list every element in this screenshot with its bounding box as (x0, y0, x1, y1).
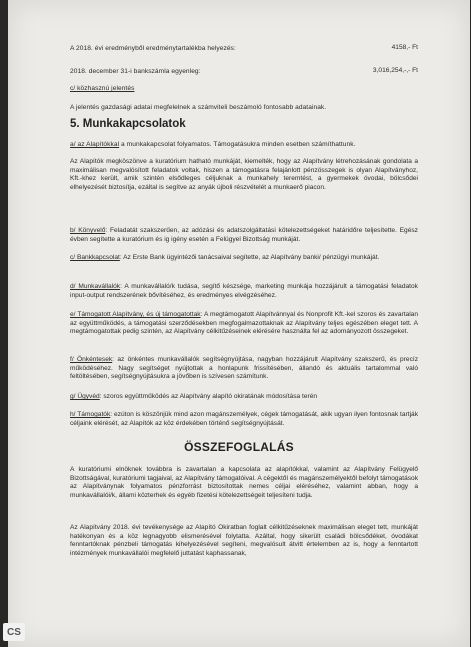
intro-paragraph: A jelentés gazdasági adatai megfelelnek a számviteli beszámoló fontosabb adatainak. (70, 104, 327, 111)
item-h-text: : ezúton is köszönjük mind azon magánszemélyek, cégek támogatását, akik ugyan ilyen fontosnak tartják céljaink elérését, az Alapítók az köz érdekében történő segítségnyújtását. (70, 411, 418, 427)
public-benefit-report-label: c/ közhasznú jelentés (70, 85, 135, 92)
item-b-text: : Feladatát szakszerűen, az adózási és adatszolgáltatási kötelezettségeket határidőre teljesítette. Egész évben segítette a kuratórium és ig igény esetén a Felügyel Bizottság munkáját. (70, 227, 418, 243)
row-reserve-amount: 4158,- Ft (391, 44, 418, 51)
item-f-text: : az önkéntes munkavállalók segítségnyújtása, nagyban hozzájárult Alapítvány szakszerű, és precíz működéséhez. Nagy segítséget nyújtottak a honlapunk frissítésében, állandó és aktuális tartalommal való feltöltésében, segítségnyújtásukra a jövőben is szívesen számítunk. (70, 356, 418, 381)
summary-paragraph-2: Az Alapítvány 2018. évi tevékenysége az Alapító Okiratban foglalt célkitűzéseknek maximálisan eleget tett, munkáját hatékonyan és a köz legnagyobb elismerésével folytatta. Azáltal, hogy sikerült családi bölcsődéket, óvodákat fenntartóknak pénzbeli támogatás kihelyezésével segíteni, megvalósult átvitt értelemben az is, hogy a fenntartott intézmények munkavállalói megfelelő juttatást kaphassanak, (70, 524, 418, 558)
row-bank-balance-label: 2018. december 31-i bankszámla egyenleg: (70, 68, 201, 75)
summary-paragraph-1: A kuratóriumi elnöknek továbbra is zavartalan a kapcsolata az alapítókkal, valamint az Alapítvány Felügyelő Bizottságával, kuratóriumi tagjaival, az Alapítvány támogatóival. A cégektől és magánszemélyektől befolyt támogatások az Alapítványnak folyamatos pénzforrást biztosítottak nemes céljai eléréséhez, valamint abban, hogy a munkavállalói/k, állami közterhek és egyéb fizetési kötelezettségeit teljesíteni tudja. (70, 466, 418, 500)
item-h (70, 411, 418, 428)
item-e-text: : A megtámogatott Alapítvánnyal és Nonprofit Kft.-kel szoros és zavartalan az együttműködés, a támogatási szerződésekben megfogalmazottaknak az Alapítvány teljes egészében eleget tett. A megtámogatottak pedig szintén, az Alapítvány célkitűzéseinek elérésére használta fel az adományozott összegeket. (70, 311, 418, 336)
document-page (8, 0, 470, 647)
item-f (70, 356, 418, 382)
section-5-title: 5. Munkakapcsolatok (70, 118, 186, 130)
item-d-label: d/ Munkavállalók (70, 283, 121, 290)
founders-paragraph: Az Alapítók megköszönve a kuratórium hatható munkáját, kiemelték, hogy az Alapítvány létrehozásának gondolata a maximálisan megvalósított feladatok voltak, hiszen a támogatásra felajánlott pénzösszegek is olyan Alapítványhoz, Kft.-khez került, amik szintén elsődleges céljuknak a munkahely teremtést, a gyermekek óvodai, bölcsődei elhelyezését biztosítja, ezáltal is segítve az anyák újboli részvételét a munkaerő piacon. (70, 158, 418, 192)
item-h-label: h/ Támogatók (70, 411, 111, 418)
item-f-label: f/ Önkéntesek (70, 356, 113, 363)
item-a-label: a/ az Alapítókkal (70, 141, 120, 148)
item-g (70, 393, 418, 402)
item-d-text: : A munkavállaló/k tudása, segítő készsége, marketing munkája hozzájárult a támogatási feladatok input-output rendszerének bővítéséhez, és eredményes elvégzéséhez. (70, 283, 418, 299)
summary-title: ÖSSZEFOGLALÁS (184, 440, 294, 454)
item-a (70, 140, 355, 149)
item-e (70, 311, 418, 337)
item-d (70, 283, 418, 300)
item-b-label: b/ Könyvelő (70, 227, 106, 234)
item-b (70, 227, 418, 244)
row-reserve-label: A 2018. évi eredményből eredménytartalékba helyezés: (70, 45, 236, 52)
item-c (70, 254, 418, 263)
item-c-label: c/ Bankkapcsolat (70, 254, 120, 261)
item-e-label: e/ Támogatott Alapítvány, és új támogatottak (70, 311, 201, 318)
row-bank-balance-amount: 3,016,254,-,- Ft (372, 67, 418, 74)
item-c-text: : Az Erste Bank ügyintézői tanácsaival segítette, az Alapítvány banki/ pénzügyi munkáját. (119, 254, 380, 261)
item-g-label: g/ Ügyvéd (70, 393, 100, 400)
watermark-logo: CS (3, 623, 25, 641)
item-g-text: : szoros együttműködés az Alapítvány alapító okiratának módosítása terén (99, 393, 318, 400)
item-a-text: a munkakapcsolat folyamatos. Támogatásukra minden esetben számíthattunk. (119, 141, 356, 148)
